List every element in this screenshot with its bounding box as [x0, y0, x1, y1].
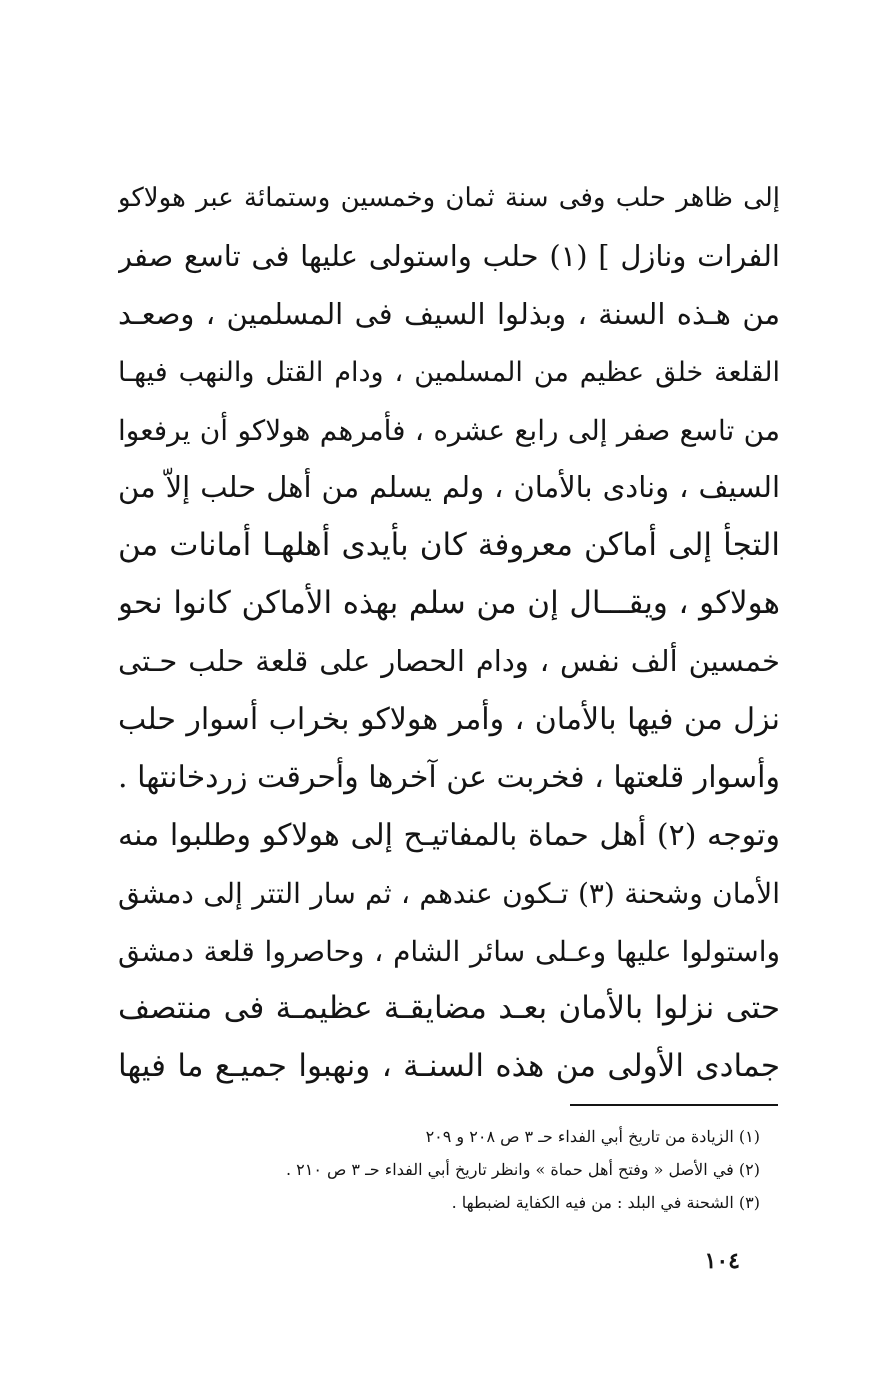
footnote-3: (٣) الشحنة في البلد : من فيه الكفاية لضبطها . — [451, 1193, 760, 1212]
footnotes — [200, 1120, 760, 1219]
text-line: من هـذه السنة ، وبذلوا السيف فى المسلمين ، وصعـد — [118, 296, 780, 331]
text-line: إلى ظاهر حلب وفى سنة ثمان وخمسين وستمائة عبر هولاكو — [118, 183, 780, 213]
main-text — [118, 170, 780, 1096]
text-line: الفرات ونازل ] (١) حلب واستولى عليها فى تاسع صفر — [118, 238, 780, 273]
text-line: خمسين ألف نفس ، ودام الحصار على قلعة حلب حـتى — [118, 644, 780, 679]
text-line: نزل من فيها بالأمان ، وأمر هولاكو بخراب أسوار حلب — [118, 702, 780, 738]
text-line: القلعة خلق عظيم من المسلمين ، ودام القتل والنهب فيهـا — [118, 356, 780, 388]
footnote-2: (٢) في الأصل « وفتح أهل حماة » وانظر تاريخ أبي الفداء حـ ٣ ص ٢١٠ . — [285, 1160, 760, 1179]
text-line: التجأ إلى أماكن معروفة كان بأيدى أهلهـا أمانات من — [118, 527, 780, 564]
footnote-divider — [570, 1104, 778, 1106]
page-number: ١٠٤ — [704, 1248, 740, 1274]
text-line: وأسوار قلعتها ، فخربت عن آخرها وأحرقت زردخانتها . — [118, 759, 780, 795]
text-line: الأمان وشحنة (٣) تـكون عندهم ، ثم سار التتر إلى دمشق — [118, 876, 780, 910]
text-line: حتى نزلوا بالأمان بعـد مضايقـة عظيمـة فى منتصف — [118, 990, 780, 1027]
text-line: وتوجه (٢) أهل حماة بالمفاتيـح إلى هولاكو وطلبوا منه — [118, 817, 780, 853]
text-line: جمادى الأولى من هذه السنـة ، ونهبوا جميـع ما فيها — [118, 1048, 780, 1085]
text-line: السيف ، ونادى بالأمان ، ولم يسلم من أهل حلب إلاّ من — [118, 470, 780, 505]
text-line: هولاكو ، ويقـــال إن من سلم بهذه الأماكن كانوا نحو — [118, 585, 780, 622]
text-line: واستولوا عليها وعـلى سائر الشام ، وحاصروا قلعة دمشق — [118, 934, 780, 968]
text-line: من تاسع صفر إلى رابع عشره ، فأمرهم هولاكو أن يرفعوا — [118, 413, 780, 447]
footnote-1: (١) الزيادة من تاريخ أبي الفداء حـ ٣ ص ٢٠٨ و ٢٠٩ — [425, 1127, 760, 1146]
